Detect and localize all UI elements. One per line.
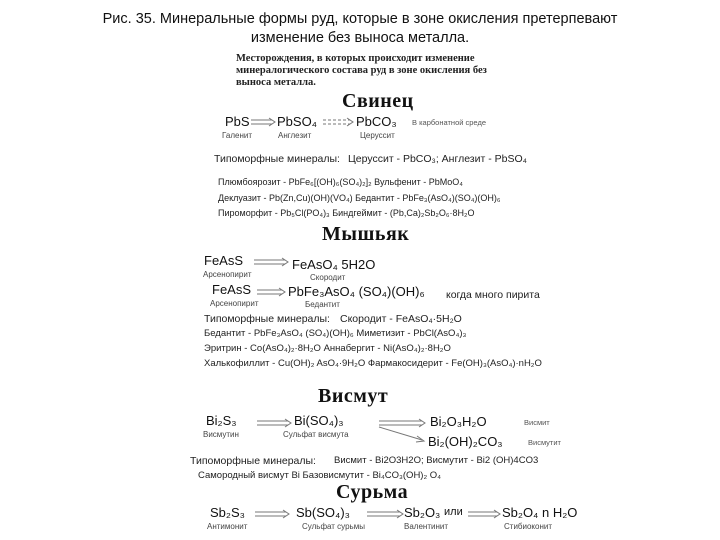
bismuth-chain-name: Висмутин: [203, 430, 239, 439]
lead-chain-name: Англезит: [278, 131, 312, 140]
arsenic-chain2-formula: PbFe₃AsO₄ (SO₄)(OH)₆: [288, 284, 425, 299]
arsenic-chain2-name: Бедантит: [305, 300, 340, 309]
antimony-chain-name: Сульфат сурьмы: [302, 522, 365, 531]
lead-typo-row: Церуссит - PbCO₃; Англезит - PbSO₄: [348, 153, 527, 165]
intro-note-line2: минералогического состава руд в зоне окисления без: [236, 65, 487, 76]
figure-caption-line1: Рис. 35. Минеральные формы руд, которые в зоне окисления претерпевают: [102, 11, 618, 27]
bismuth-typo-row: Висмит - Bi2O3H2O; Висмутит - Bi2 (OH)4CO3: [334, 455, 539, 466]
antimony-chain-name: Валентинит: [404, 522, 449, 531]
reaction-arrow: [254, 509, 290, 519]
figure-caption-line2: изменение без выноса металла.: [250, 30, 470, 46]
lead-chain-name: Галенит: [222, 131, 252, 140]
reaction-arrow: [256, 287, 286, 297]
lead-typo-row: Деклуазит - Pb(Zn,Cu)(OH)(VO₄) Бедантит - PbFe₃(AsO₄)(SO₄)(OH)₆: [218, 193, 501, 203]
arsenic-typo-row: Халькофиллит - Cu(OH)₂ AsO₄·9H₂O Фармакосидерит - Fe(OH)₃(AsO₄)·nH₂O: [204, 358, 542, 369]
bismuth-chain-formula: Bi(SO₄)₃: [294, 413, 344, 428]
bismuth-chain-formula: Bi₂O₃H₂O: [430, 414, 487, 429]
bismuth-chain-formula: Bi₂S₃: [206, 413, 237, 428]
arsenic-chain1-formula: FeAsS: [204, 253, 244, 268]
antimony-chain-formula: Sb₂O₃: [404, 505, 441, 520]
bismuth-typo-row: Самородный висмут Bi Базовисмутит - Bi₄CO₃(OH)₂ O₄: [198, 470, 442, 481]
antimony-chain-formula: Sb(SO₄)₃: [296, 505, 350, 520]
bismuth-chain-name: Висмит: [524, 418, 550, 427]
lead-typo-row: Пироморфит - Pb₅Cl(PO₄)₃ Биндгеймит - (Pb,Ca)₂Sb₂O₆·8H₂O: [218, 208, 475, 218]
reaction-arrow: [322, 117, 354, 127]
arsenic-typo-row: Эритрин - Co(AsO₄)₂·8H₂O Аннабергит - Ni(AsO₄)₂·8H₂O: [204, 343, 451, 354]
bismuth-typo-label: Типоморфные минералы:: [190, 455, 316, 467]
reaction-arrow: [467, 509, 501, 519]
arsenic-chain1-name: Арсенопирит: [203, 270, 252, 279]
lead-chain-formula: PbSO₄: [277, 114, 317, 129]
lead-chain-formula: PbS: [225, 114, 250, 129]
lead-heading: Свинец: [342, 90, 414, 112]
arsenic-chain2-formula: FeAsS: [212, 282, 252, 297]
lead-chain-name: Церуссит: [360, 131, 395, 140]
arsenic-typo-row: Скородит - FeAsO₄·5H₂O: [340, 313, 462, 325]
lead-chain-formula: PbCO₃: [356, 114, 397, 129]
arsenic-chain1-formula: FeAsO₄ 5H2O: [292, 257, 376, 272]
antimony-chain-formula: Sb₂S₃: [210, 505, 245, 520]
arsenic-typo-label: Типоморфные минералы:: [204, 313, 330, 325]
antimony-chain-name: Антимонит: [207, 522, 248, 531]
arsenic-typo-row: Бедантит - PbFe₃AsO₄ (SO₄)(OH)₆ Миметизит - PbCl(AsO₄)₃: [204, 328, 467, 339]
lead-chain-note: В карбонатной среде: [412, 118, 486, 127]
arsenic-heading: Мышьяк: [322, 223, 410, 245]
lead-typo-row: Плюмбоярозит - PbFe₆[(OH)₆(SO₄)₂]₂ Вульфенит - PbMoO₄: [218, 177, 463, 187]
bismuth-chain-name: Висмутит: [528, 438, 561, 447]
reaction-arrow: [253, 257, 289, 267]
arsenic-chain1-name: Скородит: [310, 273, 346, 282]
antimony-heading: Сурьма: [336, 481, 409, 503]
arsenic-chain2-note: когда много пирита: [446, 289, 540, 301]
reaction-arrow: [250, 117, 276, 127]
antimony-chain-formula: Sb₂O₄ n H₂O: [502, 505, 578, 520]
reaction-arrow: [366, 509, 404, 519]
arsenic-chain2-name: Арсенопирит: [210, 299, 259, 308]
reaction-arrow: [256, 418, 292, 428]
reaction-arrow: [378, 426, 426, 444]
bismuth-chain-formula: Bi₂(OH)₂CO₃: [428, 434, 503, 449]
antimony-or-label: или: [444, 506, 463, 518]
intro-note-line1: Месторождения, в которых происходит изменение: [236, 53, 475, 64]
bismuth-heading: Висмут: [318, 385, 389, 407]
bismuth-chain-name: Сульфат висмута: [283, 430, 349, 439]
intro-note-line3: выноса металла.: [236, 77, 316, 88]
antimony-chain-name: Стибиоконит: [504, 522, 552, 531]
lead-typo-label: Типоморфные минералы:: [214, 153, 340, 165]
